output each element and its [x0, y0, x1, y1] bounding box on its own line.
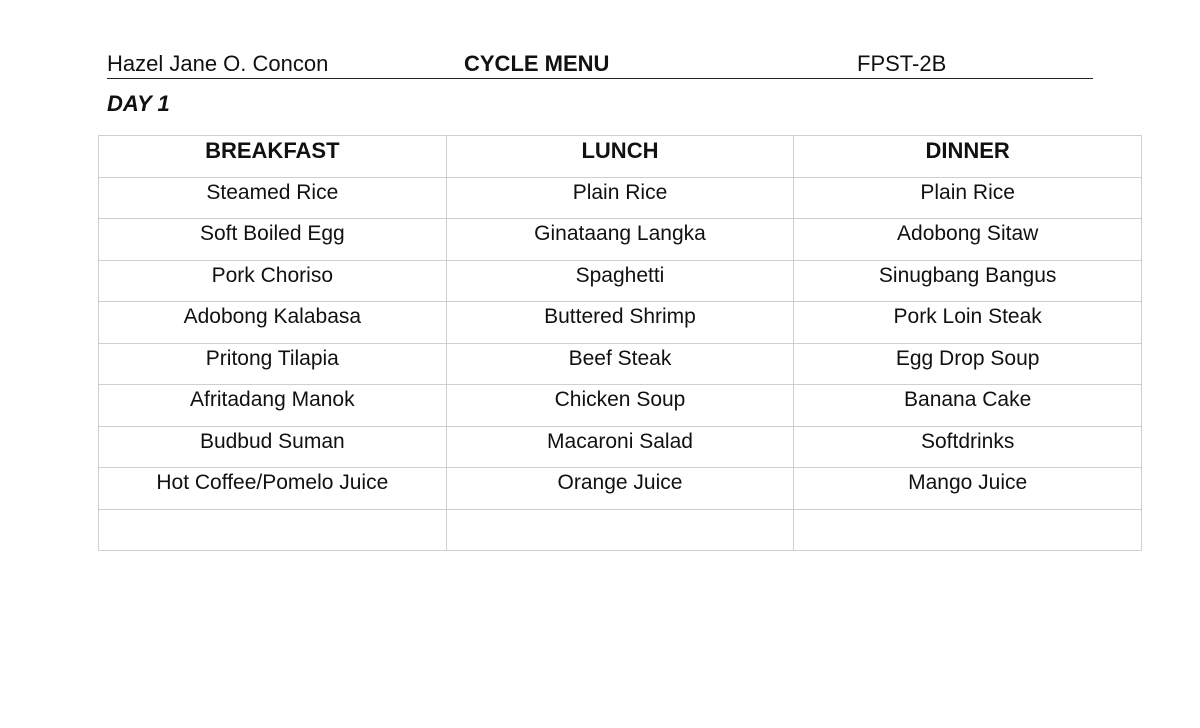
breakfast-cell: Soft Boiled Egg — [99, 219, 447, 261]
dinner-cell: Adobong Sitaw — [794, 219, 1142, 261]
dinner-cell: Softdrinks — [794, 426, 1142, 468]
breakfast-cell: Hot Coffee/Pomelo Juice — [99, 468, 447, 510]
breakfast-cell: Pritong Tilapia — [99, 343, 447, 385]
class-section: FPST-2B — [857, 51, 947, 76]
lunch-cell: Ginataang Langka — [446, 219, 794, 261]
table-row — [99, 426, 1142, 468]
table-row — [99, 260, 1142, 302]
breakfast-cell — [99, 509, 447, 551]
column-header-lunch: LUNCH — [446, 136, 794, 178]
dinner-cell: Pork Loin Steak — [794, 302, 1142, 344]
breakfast-cell: Steamed Rice — [99, 177, 447, 219]
table-row — [99, 219, 1142, 261]
table-row — [99, 385, 1142, 427]
lunch-cell: Beef Steak — [446, 343, 794, 385]
document-title: CYCLE MENU — [464, 51, 610, 76]
column-header-dinner: DINNER — [794, 136, 1142, 178]
lunch-cell: Chicken Soup — [446, 385, 794, 427]
dinner-cell: Banana Cake — [794, 385, 1142, 427]
menu-header-row — [99, 136, 1142, 178]
breakfast-cell: Pork Choriso — [99, 260, 447, 302]
table-row — [99, 468, 1142, 510]
table-row — [99, 177, 1142, 219]
menu-table — [98, 135, 1142, 551]
lunch-cell: Macaroni Salad — [446, 426, 794, 468]
lunch-cell: Spaghetti — [446, 260, 794, 302]
dinner-cell: Egg Drop Soup — [794, 343, 1142, 385]
breakfast-cell: Budbud Suman — [99, 426, 447, 468]
table-row-empty — [99, 509, 1142, 551]
lunch-cell: Buttered Shrimp — [446, 302, 794, 344]
dinner-cell: Plain Rice — [794, 177, 1142, 219]
dinner-cell — [794, 509, 1142, 551]
document-header — [107, 48, 1093, 79]
table-row — [99, 302, 1142, 344]
breakfast-cell: Afritadang Manok — [99, 385, 447, 427]
breakfast-cell: Adobong Kalabasa — [99, 302, 447, 344]
dinner-cell: Sinugbang Bangus — [794, 260, 1142, 302]
dinner-cell: Mango Juice — [794, 468, 1142, 510]
lunch-cell: Plain Rice — [446, 177, 794, 219]
lunch-cell — [446, 509, 794, 551]
lunch-cell: Orange Juice — [446, 468, 794, 510]
student-name: Hazel Jane O. Concon — [107, 51, 329, 76]
table-row — [99, 343, 1142, 385]
column-header-breakfast: BREAKFAST — [99, 136, 447, 178]
day-label: DAY 1 — [107, 91, 170, 116]
